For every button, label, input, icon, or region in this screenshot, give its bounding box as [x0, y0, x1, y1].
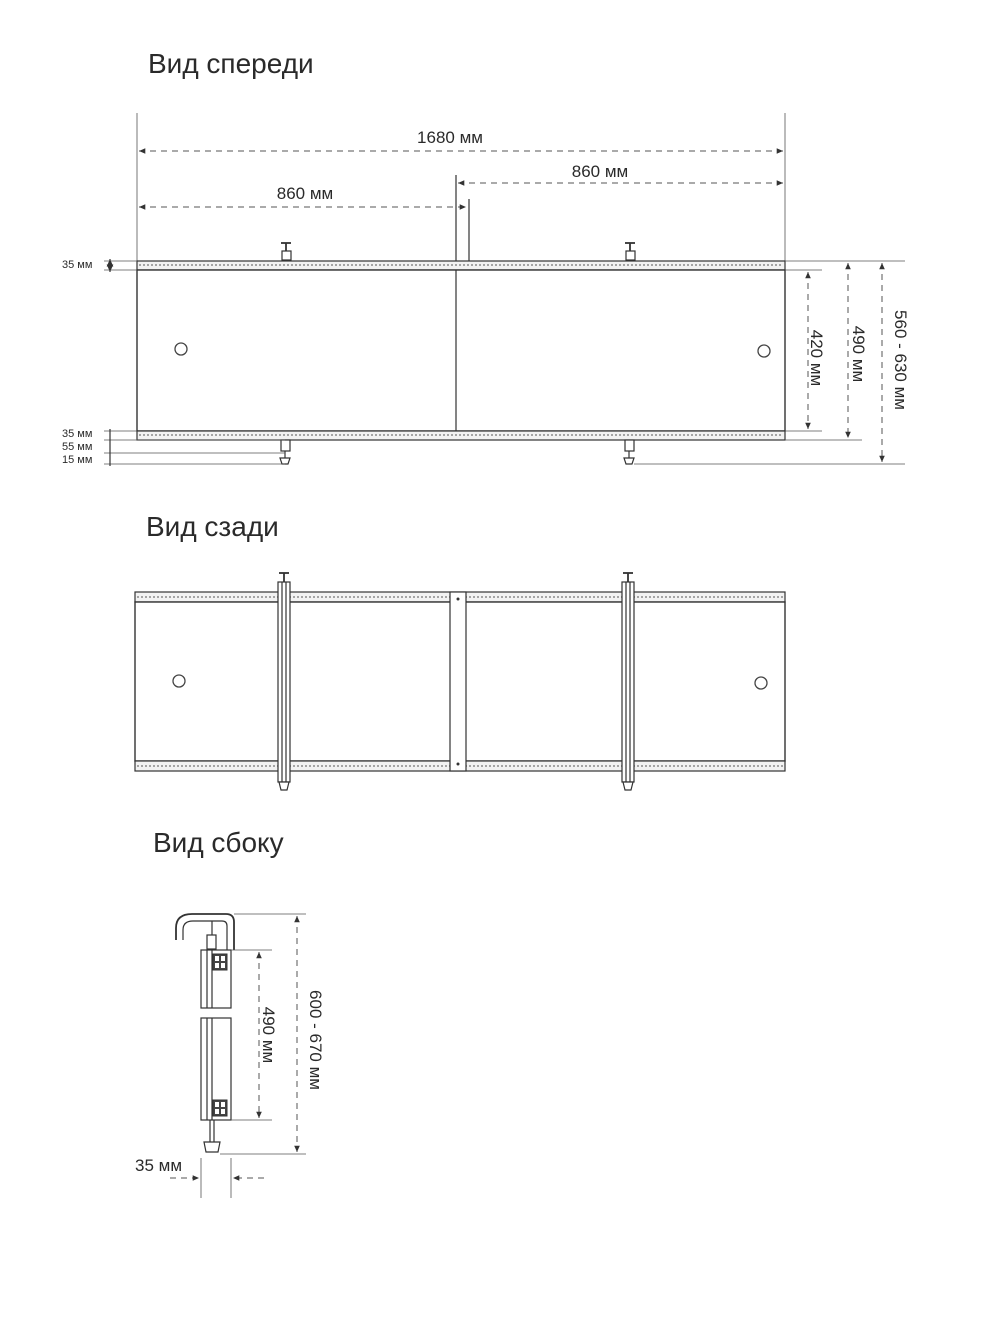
- leg-left: [280, 440, 290, 464]
- frame-height-label: 490 мм: [849, 325, 868, 383]
- panel-height-label: 420 мм: [807, 329, 826, 387]
- overall-width-label: 1680 мм: [417, 128, 483, 147]
- front-view-title: Вид спереди: [148, 48, 314, 79]
- left-panel-width-dimension: [139, 184, 466, 207]
- overall-width-dimension: [139, 128, 783, 151]
- leg-gap-label: 55 мм: [62, 441, 93, 453]
- side-view: [135, 827, 325, 1198]
- right-panel-width-dimension: [458, 162, 783, 183]
- front-view: [62, 48, 910, 466]
- back-hole-left: [173, 675, 185, 687]
- foot-label: 15 мм: [62, 454, 93, 466]
- front-panel: [137, 270, 785, 431]
- right-panel-width-label: 860 мм: [571, 162, 629, 181]
- top-rail-label: 35 мм: [62, 259, 93, 271]
- handle-hole-right: [758, 345, 770, 357]
- side-depth-label: 35 мм: [135, 1156, 183, 1175]
- total-height-label: 560 - 630 мм: [891, 310, 910, 410]
- back-support-left: [278, 573, 290, 790]
- top-bolt-right: [625, 243, 635, 260]
- left-panel-width-label: 860 мм: [276, 184, 334, 203]
- bottom-rail-label: 35 мм: [62, 428, 93, 440]
- leg-right: [624, 440, 634, 464]
- back-hole-right: [755, 677, 767, 689]
- side-total-height-label: 600 - 670 мм: [306, 990, 325, 1090]
- center-joiner: [450, 592, 466, 771]
- top-bolt-left: [281, 243, 291, 260]
- back-view-title: Вид сзади: [146, 511, 279, 542]
- back-view: [135, 511, 785, 790]
- handle-hole-left: [175, 343, 187, 355]
- bathtub-rim: [176, 914, 234, 950]
- back-support-right: [622, 573, 634, 790]
- side-panel-height-label: 490 мм: [259, 1006, 278, 1064]
- side-view-title: Вид сбоку: [153, 827, 284, 858]
